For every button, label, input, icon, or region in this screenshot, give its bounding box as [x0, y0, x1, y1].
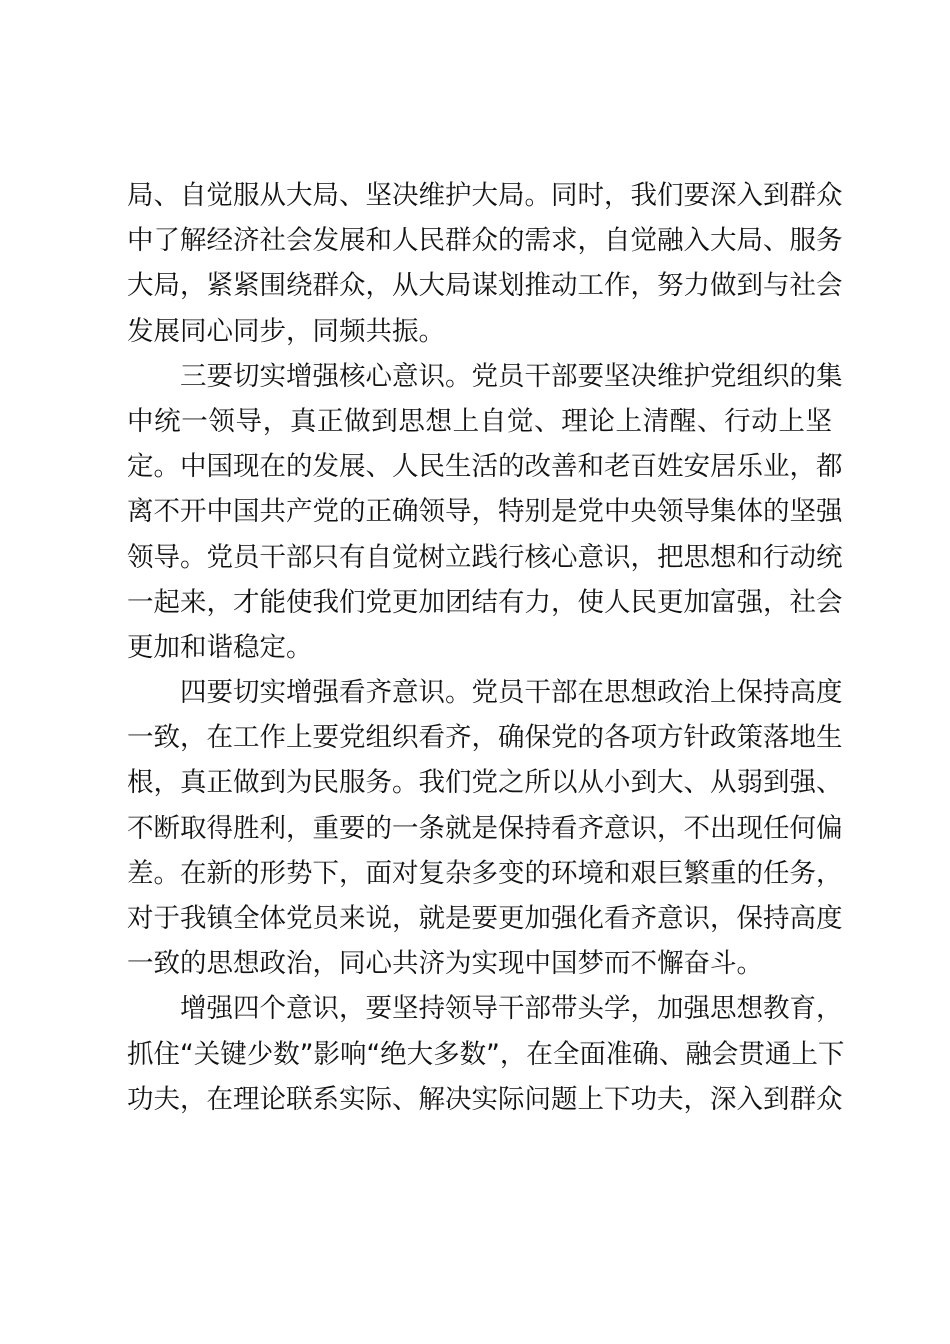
text-line: 发展同心同步，同频共振。: [127, 315, 445, 347]
text-line: 局、自觉服从大局、坚决维护大局。同时，我们要深入到群众: [127, 180, 843, 211]
text-line: 更加和谐稳定。: [127, 631, 313, 663]
text-line: 抓住“关键少数”影响“绝大多数”，在全面准确、融会贯通上下: [127, 1038, 845, 1070]
text-line: 不断取得胜利，重要的一条就是保持看齐意识，不出现任何偏: [127, 812, 843, 844]
text-line: 离不开中国共产党的正确领导，特别是党中央领导集体的坚强: [127, 496, 843, 528]
text-line: 三要切实增强核心意识。党员干部要坚决维护党组织的集: [180, 360, 843, 392]
text-line: 根，真正做到为民服务。我们党之所以从小到大、从弱到强、: [127, 767, 843, 799]
text-line: 对于我镇全体党员来说，就是要更加强化看齐意识，保持高度: [127, 903, 843, 934]
text-line: 一致，在工作上要党组织看齐，确保党的各项方针政策落地生: [127, 722, 843, 754]
text-line: 中统一领导，真正做到思想上自觉、理论上清醒、行动上坚: [127, 405, 832, 437]
text-line: 一致的思想政治，同心共济为实现中国梦而不懈奋斗。: [127, 948, 763, 980]
text-line: 差。在新的形势下，面对复杂多变的环境和艰巨繁重的任务，: [127, 857, 843, 889]
text-line: 一起来，才能使我们党更加团结有力，使人民更加富强，社会: [127, 586, 843, 618]
text-line: 增强四个意识，要坚持领导干部带头学，加强思想教育，: [180, 993, 843, 1025]
text-line: 中了解经济社会发展和人民群众的需求，自觉融入大局、服务: [127, 225, 843, 257]
text-line: 四要切实增强看齐意识。党员干部在思想政治上保持高度: [180, 677, 843, 709]
text-line: 大局，紧紧围绕群众，从大局谋划推动工作，努力做到与社会: [127, 270, 843, 302]
text-line: 领导。党员干部只有自觉树立践行核心意识，把思想和行动统: [127, 541, 843, 573]
text-line: 功夫，在理论联系实际、解决实际问题上下功夫，深入到群众: [127, 1083, 843, 1115]
document-body: [127, 173, 845, 1122]
text-line: 定。中国现在的发展、人民生活的改善和老百姓安居乐业，都: [127, 451, 843, 483]
